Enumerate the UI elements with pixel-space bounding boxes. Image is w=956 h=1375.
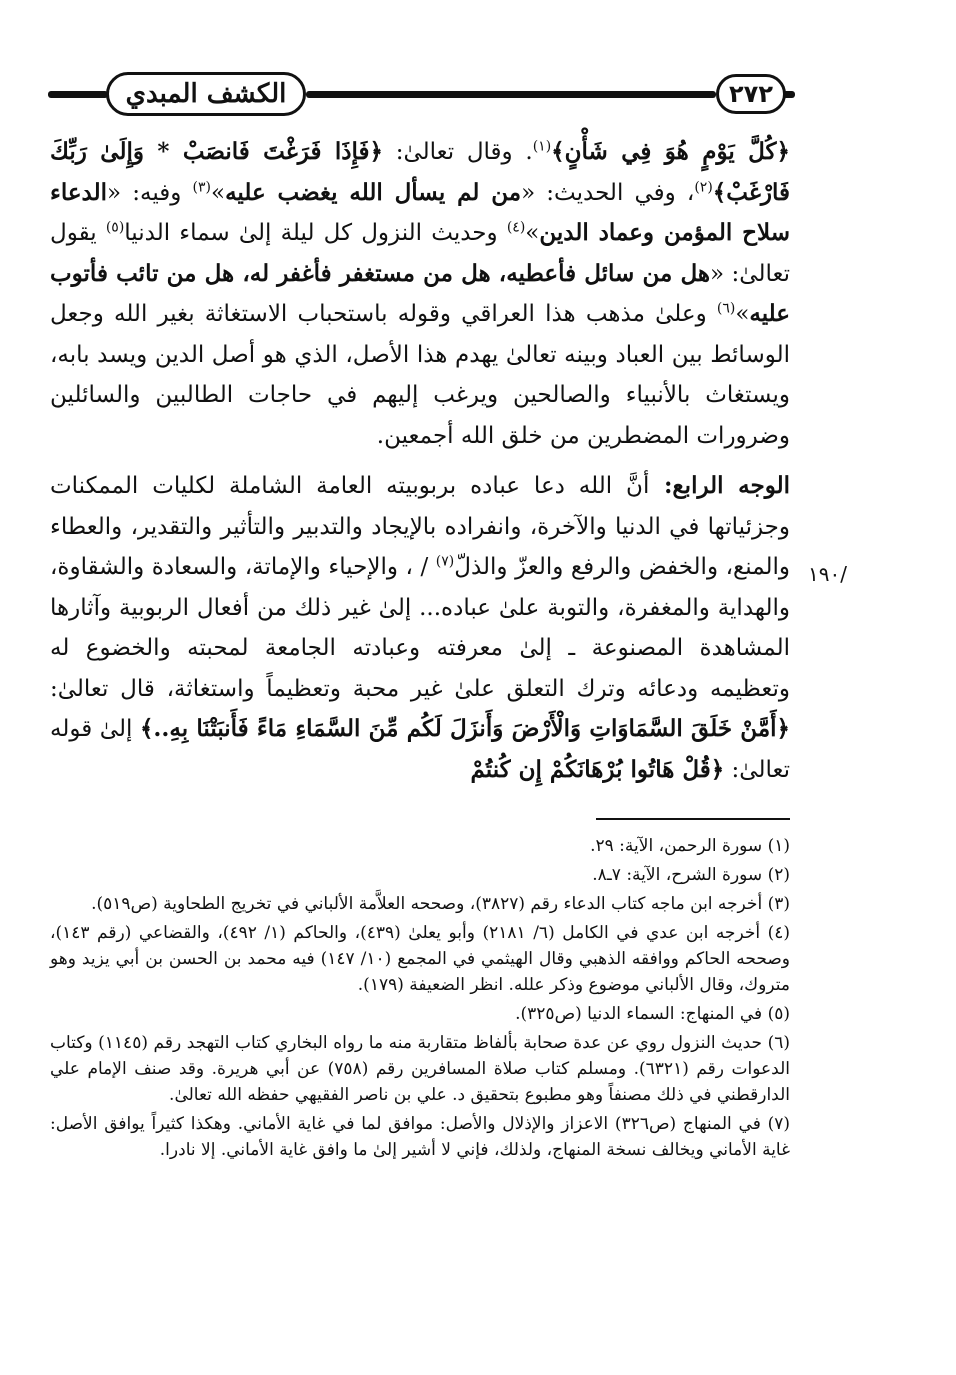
hadith-text: الدعاء سلاح المؤمن وعماد الدين xyxy=(50,178,790,246)
header-rule-left xyxy=(48,91,108,98)
footnote-ref: (٤) xyxy=(506,219,526,236)
text-run: وعلىٰ مذهب هذا العراقي وقوله باستحباب الاستغاثة بغير الله وجعل الوسائط بين العباد وبينه تعالىٰ يهدم هذا الأصل، الذي هو أصل الدين ويسد بابه، ويستغاث بالأنبياء والصالحين ويرغب إليهم في حاجات الطالبين والسائلين وضرورات المضطرين من خلق الله أجمعين. xyxy=(50,301,790,449)
footnote-ref: (٥) xyxy=(105,219,125,236)
footnote-separator xyxy=(596,818,790,820)
text-run: يقول تعالىٰ: « xyxy=(50,220,790,287)
footnote-ref: (٢) xyxy=(694,178,713,195)
text-run: وحديث النزول كل ليلة إلىٰ سماء الدنيا xyxy=(124,220,507,246)
header-rule-middle xyxy=(306,91,716,98)
quran-verse: ﴿أَمَّنْ خَلَقَ السَّمَاوَاتِ وَالْأَرْضَ وَأَنزَلَ لَكُم مِّنَ السَّمَاءِ مَاءً فَأَنبَتْنَا بِهِ..﴾ xyxy=(139,715,791,742)
margin-page-reference: ١٩٠/ xyxy=(808,562,847,586)
hadith-text: هل من سائل فأعطيه، هل من مستغفر فأغفر له، هل من تائب فأتوب عليه xyxy=(50,259,790,327)
quran-verse: ﴿كُلَّ يَوْمٍ هُوَ فِي شَأْنٍ﴾ xyxy=(551,138,790,165)
footnote-ref: (٣) xyxy=(192,178,211,195)
text-run: وفيه: « xyxy=(107,179,193,206)
text-run: » xyxy=(525,220,540,246)
page-number-cartouche xyxy=(716,74,786,114)
page-number: ٢٧٢ xyxy=(729,80,773,108)
footnotes xyxy=(50,833,790,1166)
footnote-item: (٣) أخرجه ابن ماجه كتاب الدعاء رقم (٣٨٢٧)، وصححه العلاَّمة الألباني في تخريج الطحاوية (ص٥١٩). xyxy=(91,894,790,914)
text-run: . وقال تعالىٰ: xyxy=(382,139,533,165)
text-run: » xyxy=(211,179,226,206)
paragraph-1 xyxy=(50,132,790,456)
footnote-item: (٢) سورة الشرح، الآية: ٧ـ٨. xyxy=(592,865,790,885)
paragraph-2 xyxy=(50,466,790,790)
footnote-item: (٦) حديث النزول روي عن عدة صحابة بألفاظ متقاربة منه ما رواه البخاري كتاب التهجد رقم (١١٤٥) وكتاب الدعوات رقم (٦٣٢١). ومسلم كتاب صلاة المسافرين رقم (٧٥٨) عن أبي هريرة. وقد صنف الإمام علي الدارقطني في ذلك مصنفاً وهو مطبوع بتحقيق د. علي بن ناصر الفقيهي حفظه الله تعالىٰ. xyxy=(50,1033,790,1105)
main-text xyxy=(50,132,790,790)
text-run: إلىٰ قوله تعالىٰ: xyxy=(50,716,790,783)
book-title-cartouche xyxy=(106,72,306,116)
footnote-ref: (٧) xyxy=(435,553,455,570)
quran-verse: ﴿فَإِذَا فَرَغْتَ فَانصَبْ * وَإِلَىٰ رَبِّكَ فَارْغَبْ﴾ xyxy=(50,138,790,206)
hadith-text: من لم يسأل الله يغضب عليه xyxy=(225,178,522,206)
book-title: الكشف المبدي xyxy=(125,79,287,109)
text-run: » xyxy=(735,301,750,327)
footnote-item: (١) سورة الرحمن، الآية: ٢٩. xyxy=(590,836,790,856)
footnote-item: (٤) أخرجه ابن عدي في الكامل (٦/ ٢١٨١) وأبو يعلىٰ (٤٣٩)، والحاكم (١/ ٤٩٢)، والقضاعي (رقم ١٤٣)، وصححه الحاكم ووافقه الذهبي وقال الهيثمي في المجمع (١٠/ ١٤٧) فيه محمد بن الحسن بن أبي يزيد وهو متروك، وقال الألباني موضوع وذكر علله. انظر الضعيفة (١٧٩). xyxy=(50,923,790,995)
quran-verse: ﴿قُلْ هَاتُوا بُرْهَانَكُمْ إِن كُنتُمْ xyxy=(470,755,725,783)
section-heading: الوجه الرابع: xyxy=(649,472,790,499)
page-header xyxy=(48,72,793,122)
text-run: أنَّ الله دعا عباده بربوبيته العامة الشاملة لكليات الممكنات وجزئياتها في الدنيا والآخرة، وانفراده بالإيجاد والتدبير والتأثير والتقدير، والعطاء والمنع، والخفض والرفع والعزّ والذلّ xyxy=(50,473,790,580)
footnote-item: (٥) في المنهاج: السماء الدنيا (ص٣٢٥). xyxy=(515,1004,790,1024)
header-rule-right xyxy=(783,91,795,98)
footnote-ref: (٦) xyxy=(716,300,736,317)
footnote-ref: (١) xyxy=(532,138,552,155)
text-run: / ، والإحياء والإماتة، والسعادة والشقاوة، والهداية والمغفرة، والتوبة علىٰ عباده... إلىٰ غير ذلك من أفعال الربوبية وآثارها المشاهدة المصنوعة ـ إلىٰ معرفته وعبادته الجامعة لمحبته والخضوع له وتعظيمه ودعائه وترك التعلق علىٰ غير محبة وتعظيماً واستغاثة، قال تعالىٰ: xyxy=(50,554,790,702)
footnote-item: (٧) في المنهاج (ص٣٢٦) الاعزاز والإذلال والأصل: موافق لما في غاية الأماني. وهكذا كثيراً يوافق الأصل: غاية الأماني ويخالف نسخة المنهاج، ولذلك، فإني لا أشير إلىٰ ما وافق غاية الأماني. إلا نادرا. xyxy=(50,1114,790,1160)
text-run: ، وفي الحديث: « xyxy=(521,179,695,206)
